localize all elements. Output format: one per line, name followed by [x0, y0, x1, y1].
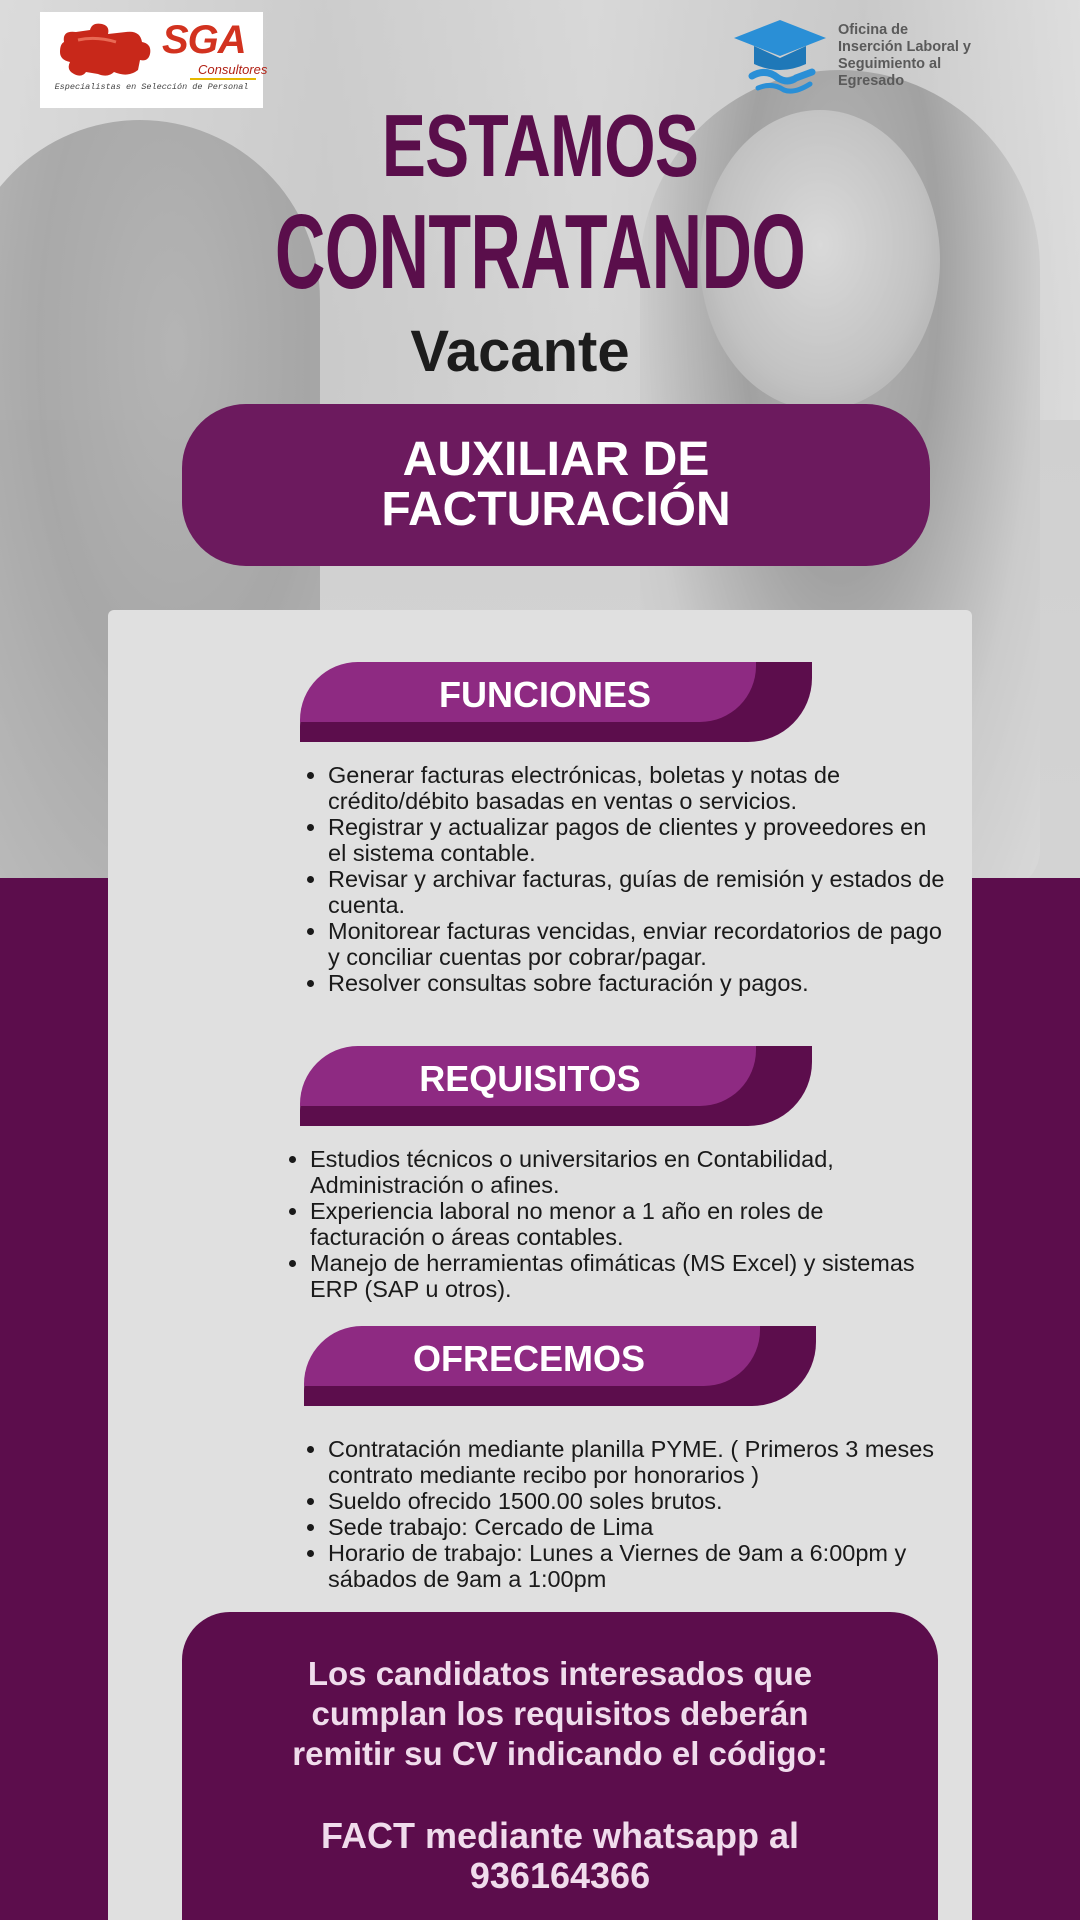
- section-tab-requisitos: [300, 1046, 812, 1126]
- application-instructions-box: [182, 1612, 938, 1920]
- section-tab-ofrecemos: [304, 1326, 816, 1406]
- funciones-list: [302, 762, 948, 996]
- application-instructions: Los candidatos interesados que cumplan los requisitos deberán remitir su CV indicando el código:: [292, 1655, 828, 1772]
- list-item: • Estudios técnicos o universitarios en Contabilidad, Administración o afines.: [310, 1146, 920, 1198]
- list-item: • Sueldo ofrecido 1500.00 soles brutos.: [328, 1488, 948, 1514]
- sga-tagline: Especialistas en Selección de Personal: [54, 82, 249, 92]
- sga-subtitle: Consultores: [198, 62, 268, 77]
- office-name: [838, 22, 971, 90]
- position-title: AUXILIAR DE FACTURACIÓN: [381, 433, 731, 536]
- office-logo: [732, 18, 1052, 98]
- section-title: REQUISITOS: [419, 1058, 641, 1099]
- graduation-cap-icon: [732, 18, 828, 98]
- whatsapp-contact: FACT mediante whatsapp al 936164366: [320, 1815, 800, 1896]
- sga-logo: [40, 12, 268, 108]
- office-name-line: Inserción Laboral y: [838, 39, 971, 55]
- list-item: • Contratación mediante planilla PYME. ( Primeros 3 meses contrato mediante recibo por honorarios ): [328, 1436, 948, 1488]
- list-item: • Resolver consultas sobre facturación y pagos.: [328, 970, 948, 996]
- sga-wordmark: SGA: [162, 18, 246, 62]
- sga-underline: [190, 78, 256, 80]
- section-title: OFRECEMOS: [412, 1338, 645, 1379]
- list-item: • Sede trabajo: Cercado de Lima: [328, 1514, 948, 1540]
- headline-line-1: ESTAMOS: [381, 96, 699, 195]
- list-item: • Manejo de herramientas ofimáticas (MS Excel) y sistemas ERP (SAP u otros).: [310, 1250, 920, 1302]
- list-item: • Horario de trabajo: Lunes a Viernes de 9am a 6:00pm y sábados de 9am a 1:00pm: [328, 1540, 948, 1592]
- office-name-line: Seguimiento al: [838, 56, 942, 72]
- office-name-line: Egresado: [838, 73, 905, 89]
- vacancy-label: Vacante: [410, 319, 630, 384]
- headline-line-2: CONTRATANDO: [274, 193, 806, 311]
- office-name-line: Oficina de: [838, 22, 909, 38]
- ofrecemos-list: [302, 1436, 948, 1592]
- list-item: • Monitorear facturas vencidas, enviar recordatorios de pago y conciliar cuentas por cobrar/pagar.: [328, 918, 948, 970]
- list-item: • Generar facturas electrónicas, boletas y notas de crédito/débito basadas en ventas o servicios.: [328, 762, 948, 814]
- section-title: FUNCIONES: [438, 674, 651, 715]
- list-item: • Revisar y archivar facturas, guías de remisión y estados de cuenta.: [328, 866, 948, 918]
- list-item: • Registrar y actualizar pagos de clientes y proveedores en el sistema contable.: [328, 814, 948, 866]
- position-banner: [182, 404, 930, 566]
- puzzle-icon: [56, 20, 156, 80]
- section-tab-funciones: [300, 662, 812, 742]
- list-item: • Experiencia laboral no menor a 1 año en roles de facturación o áreas contables.: [310, 1198, 920, 1250]
- requisitos-list: [284, 1146, 920, 1302]
